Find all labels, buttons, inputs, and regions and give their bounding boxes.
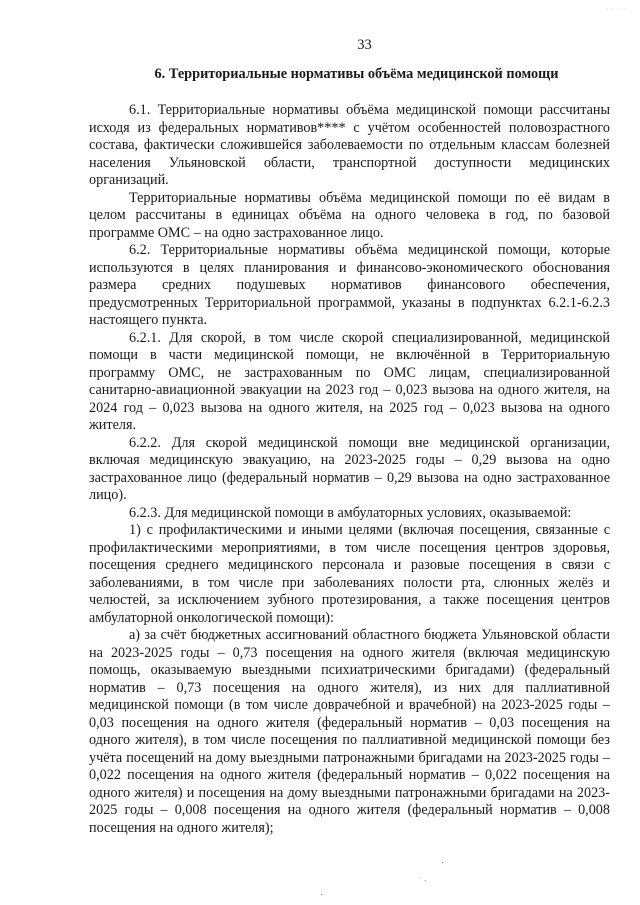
- corner-mark: · · · ·: [606, 6, 626, 12]
- paragraph-6-1: 6.1. Территориальные нормативы объёма медицинской помощи рассчитаны исходя из федеральных нормативов**** с учётом особенностей половозрастного состава, фактически сложившейся заболеваемости по отдельным классам болезней населения Ульяновской области, транспортной доступности медицинских организаций.: [89, 102, 610, 188]
- paragraph-6-2-3: 6.2.3. Для медицинской помощи в амбулаторных условиях, оказываемой:: [129, 504, 572, 521]
- paragraph-6-2-1: 6.2.1. Для скорой, в том числе скорой специализированной, медицинской помощи в части медицинской помощи, не включённой в Территориальную программу ОМС, не застрахованным по ОМС лицам, специализированной санитарно-авиационной эвакуации на 2023 год – 0,023 вызова на одного жителя, на 2024 год – 0,023 вызова на одного жителя, на 2025 год – 0,023 вызова на одного жителя.: [89, 329, 610, 433]
- paragraph-item-a: а) за счёт бюджетных ассигнований областного бюджета Ульяновской области на 2023-2025 годы – 0,73 посещения на одного жителя (включая медицинскую помощь, оказываемую выездными психиатрическими бригадами) (федеральный норматив – 0,73 посещения на одного жителя), из них для паллиативной медицинской помощи (в том числе доврачебной и врачебной) на 2023-2025 годы – 0,03 посещения на одного жителя (федеральный норматив – 0,03 посещения на одного жителя), в том числе посещения по паллиативной медицинской помощи без учёта посещений на дому выездными патронажными бригадами на 2023-2025 годы – 0,022 посещения на одного жителя (федеральный норматив – 0,022 посещения на одного жителя) и посещения на дому выездными патронажными бригадами на 2023-2025 годы – 0,008 посещения на одного жителя (федеральный норматив – 0,008 посещения на одного жителя);: [89, 627, 610, 836]
- paragraph-norms-by-type: Территориальные нормативы объёма медицинской помощи по её видам в целом рассчитаны в единицах объёма на одного человека в год, по базовой программе ОМС – на одно застрахованное лицо.: [89, 189, 610, 241]
- paragraph-6-2-2: 6.2.2. Для скорой медицинской помощи вне медицинской организации, включая медицинскую эвакуацию, на 2023-2025 годы – 0,29 вызова на одно застрахованное лицо (федеральный норматив – 0,29 вызова на одно застрахованное лицо).: [89, 434, 610, 503]
- scan-speck: ·: [320, 890, 323, 899]
- scan-speck: ·: [441, 858, 444, 867]
- page-number: 33: [357, 37, 372, 53]
- section-title: 6. Территориальные нормативы объёма медицинской помощи: [154, 66, 559, 82]
- paragraph-item-1: 1) с профилактическими и иными целями (включая посещения, связанные с профилактическими мероприятиями, в том числе посещения центров здоровья, посещения среднего медицинского персонала и разовые посещения в связи с заболеваниями, в том числе при заболеваниях полости рта, слюнных желёз и челюстей, за исключением зубного протезирования, а также посещения центров амбулаторной онкологической помощи):: [89, 522, 610, 626]
- paragraph-6-2: 6.2. Территориальные нормативы объёма медицинской помощи, которые используются в целях планирования и финансово-экономического обоснования размера средних подушевых нормативов финансового обеспечения, предусмотренных Территориальной программой, указаны в подпунктах 6.2.1-6.2.3 настоящего пункта.: [89, 242, 610, 328]
- scan-speck: ˙ ·: [419, 876, 427, 885]
